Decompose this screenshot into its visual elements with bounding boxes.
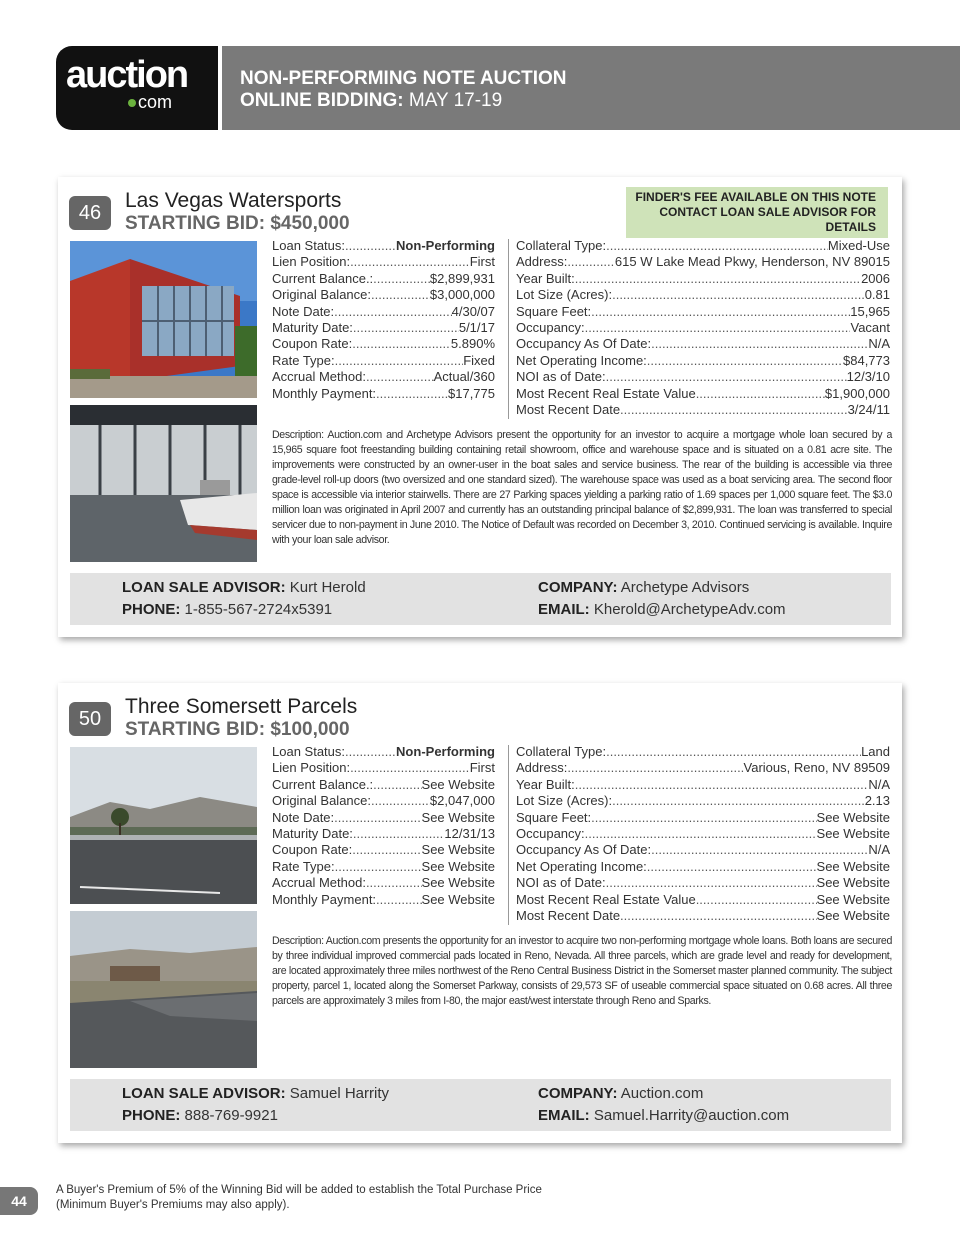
- field-label: Note Date:: [272, 809, 335, 825]
- starting-bid: [125, 213, 350, 235]
- property-description: Description: Auction.com presents the opportunity for an investor to acquire two non-performing mortgage whole loans. Both loans are secured by three individual improved commercial pads located in Reno, Nevada. All three parcels, which are grade level and ready for development, are located approximately three miles northwest of the Reno Central Business District in the Somerset master planned community. The subject property, parcel 1, located along the Somerset Parkway, consists of 29,573 SF of useable commercial space situated on 0.68 acres. All three parcels are approximately 3 miles from I-80, the major east/west interstate through Reno and Sparks.: [272, 935, 892, 1007]
- field-label: Original Balance:: [272, 793, 371, 809]
- dot-leader: [345, 744, 396, 760]
- field-label: Year Built:: [516, 776, 575, 792]
- field-label: Lien Position:: [272, 760, 351, 776]
- field-label: Most Recent Date: [516, 402, 621, 417]
- field-value: See Website: [421, 809, 495, 825]
- field-label: Net Operating Income:: [516, 858, 647, 874]
- loan-sale-advisor: [122, 1085, 389, 1102]
- dot-leader: [606, 369, 847, 385]
- property-field-row: [516, 892, 890, 908]
- field-label: Rate Type:: [272, 352, 335, 368]
- dot-leader: [334, 810, 421, 826]
- fields-divider: [508, 745, 509, 925]
- field-label: Accrual Method:: [272, 369, 366, 385]
- buyers-premium-note-secondary: (Minimum Buyer's Premiums may also apply).: [56, 1199, 290, 1211]
- property-field-row: [516, 810, 890, 826]
- logo: auction: [66, 54, 188, 96]
- property-field-row: [272, 793, 495, 809]
- field-value: See Website: [816, 826, 890, 841]
- listing-title: Three Somersett Parcels: [125, 695, 358, 718]
- field-value: 3/24/11: [847, 402, 890, 417]
- field-value: See Website: [421, 858, 495, 874]
- field-value: 5.890%: [450, 336, 495, 352]
- field-label: Coupon Rate:: [272, 842, 353, 858]
- dot-leader: [651, 842, 868, 858]
- property-field-row: [516, 271, 890, 287]
- property-field-row: [516, 908, 890, 924]
- fields-divider: [508, 239, 509, 419]
- dot-leader: [373, 271, 430, 287]
- dot-leader: [353, 320, 459, 336]
- phone-value: 1-855-567-2724x5391: [184, 601, 333, 618]
- dot-leader: [612, 793, 865, 809]
- lot-number-badge: 50: [69, 702, 111, 736]
- lot-number-badge: 46: [69, 196, 111, 230]
- advisor-label: LOAN SALE ADVISOR:: [122, 579, 286, 596]
- field-label: Maturity Date:: [272, 320, 353, 335]
- property-field-row: [516, 744, 890, 760]
- field-value: See Website: [816, 858, 890, 874]
- advisor-label: LOAN SALE ADVISOR:: [122, 1085, 286, 1102]
- dot-leader: [350, 254, 470, 270]
- dot-leader: [606, 875, 817, 891]
- advisor-name: Samuel Harrity: [289, 1085, 389, 1102]
- property-field-row: [516, 777, 890, 793]
- field-label: Address:: [516, 760, 568, 776]
- property-field-row: [272, 238, 495, 254]
- property-field-row: [272, 842, 495, 858]
- field-label: NOI as of Date:: [516, 369, 606, 385]
- field-label: Lot Size (Acres):: [516, 793, 613, 809]
- field-value: $2,899,931: [429, 270, 495, 286]
- dot-leader: [585, 320, 851, 336]
- advisor-phone: [122, 601, 332, 618]
- dot-leader: [647, 859, 817, 875]
- field-value: $84,773: [843, 352, 890, 368]
- field-value: First: [469, 254, 495, 270]
- dot-leader: [696, 892, 817, 908]
- property-field-row: [516, 402, 890, 418]
- property-field-row: [272, 892, 495, 908]
- field-value: 0.81: [864, 287, 890, 303]
- dot-leader: [350, 760, 470, 776]
- property-photo-interior: [70, 405, 257, 562]
- dot-leader: [366, 875, 422, 891]
- email-value[interactable]: Kherold@ArchetypeAdv.com: [593, 601, 786, 618]
- dot-leader: [345, 238, 396, 254]
- dot-leader: [591, 304, 850, 320]
- property-field-row: [272, 287, 495, 303]
- property-field-row: [516, 353, 890, 369]
- property-field-row: [516, 287, 890, 303]
- field-value: 5/1/17: [458, 320, 495, 335]
- field-value: See Website: [421, 891, 495, 907]
- dot-leader: [334, 304, 451, 320]
- advisor-company: [538, 579, 749, 596]
- field-label: Year Built:: [516, 270, 575, 286]
- finders-fee-line: FINDER'S FEE AVAILABLE ON THIS NOTE: [635, 190, 876, 204]
- property-field-row: [272, 336, 495, 352]
- property-field-row: [516, 826, 890, 842]
- phone-label: PHONE:: [122, 1107, 181, 1124]
- field-value: $1,900,000: [824, 385, 890, 401]
- loan-sale-advisor: [122, 579, 366, 596]
- property-description: Description: Auction.com and Archetype Advisors present the opportunity for an investor to acquire a mortgage whole loan secured by a 15,965 square foot freestanding building containing retail showroom, office and warehouse space and is situated on a 0.81 acre site. The improvements were constructed by an owner-user in the boat sales and service business. The rear of the building is accessible via three grade-level roll-up doors (two oversized and one standard sized). The warehouse space was used as a boat servicing area. The second floor space is accessible via interior stairwells. There are 27 Parking spaces yielding a parking ratio of 1.69 spaces per 1,000 square feet. The $3.0 million loan was originated in April 2007 and currently has an outstanding principal balance of $2,899,931. The loan was transferred to special servicer due to non-payment in June 2010. The Notice of Default was recorded on December 3, 2010. Continued servicing is available. Inquire with your loan sale advisor.: [272, 429, 892, 546]
- property-field-row: [272, 760, 495, 776]
- phone-value: 888-769-9921: [184, 1107, 278, 1124]
- logo-suffix: com: [138, 92, 173, 112]
- field-value: See Website: [816, 908, 890, 923]
- property-field-row: [272, 353, 495, 369]
- dot-leader: [373, 777, 421, 793]
- company-label: COMPANY:: [538, 579, 618, 596]
- field-label: Note Date:: [272, 303, 335, 319]
- field-value: See Website: [421, 776, 495, 792]
- dot-leader: [353, 826, 444, 842]
- property-field-row: [516, 304, 890, 320]
- advisor-phone: [122, 1107, 278, 1124]
- field-value: Non-Performing: [396, 744, 495, 759]
- starting-bid-value: $100,000: [270, 719, 350, 740]
- finders-fee-banner: [626, 187, 888, 238]
- dot-leader: [575, 271, 861, 287]
- dot-leader: [606, 744, 861, 760]
- field-label: Loan Status:: [272, 744, 345, 759]
- dot-leader: [696, 386, 825, 402]
- advisor-email: [538, 601, 786, 618]
- field-label: Collateral Type:: [516, 744, 607, 759]
- field-value: See Website: [816, 891, 890, 907]
- field-value: Actual/360: [433, 369, 495, 385]
- field-value: N/A: [868, 842, 890, 858]
- field-label: Lot Size (Acres):: [516, 287, 613, 303]
- field-value: 15,965: [850, 303, 890, 319]
- property-field-row: [272, 271, 495, 287]
- field-label: Monthly Payment:: [272, 891, 377, 907]
- dot-leader: [371, 793, 430, 809]
- field-label: Most Recent Real Estate Value: [516, 891, 696, 907]
- property-field-row: [516, 320, 890, 336]
- field-value: Various, Reno, NV 89509: [743, 760, 890, 776]
- field-value: Non-Performing: [396, 238, 495, 253]
- dot-leader: [567, 254, 615, 270]
- field-label: Net Operating Income:: [516, 352, 647, 368]
- field-value: 4/30/07: [451, 303, 495, 319]
- dot-leader: [352, 336, 451, 352]
- field-value: See Website: [816, 875, 890, 891]
- field-label: Occupancy As Of Date:: [516, 336, 652, 352]
- property-field-row: [272, 810, 495, 826]
- property-field-row: [272, 320, 495, 336]
- field-value: Land: [861, 744, 890, 759]
- dot-leader: [585, 826, 817, 842]
- field-value: N/A: [868, 336, 890, 352]
- field-value: $2,047,000: [429, 793, 495, 809]
- field-value: 12/3/10: [846, 369, 890, 385]
- property-field-row: [272, 826, 495, 842]
- dot-leader: [620, 402, 848, 418]
- property-photo-exterior: [70, 241, 257, 398]
- property-field-row: [516, 369, 890, 385]
- header-bidding-dates: [240, 90, 502, 112]
- starting-bid-value: $450,000: [270, 213, 350, 234]
- property-field-row: [272, 777, 495, 793]
- field-label: Current Balance.:: [272, 270, 374, 286]
- field-label: Occupancy As Of Date:: [516, 842, 652, 858]
- field-value: 2.13: [864, 793, 890, 809]
- dot-leader: [647, 353, 843, 369]
- header-bidding-value: MAY 17-19: [408, 90, 503, 111]
- field-value: Mixed-Use: [827, 238, 890, 253]
- phone-label: PHONE:: [122, 601, 181, 618]
- property-field-row: [272, 369, 495, 385]
- field-label: Accrual Method:: [272, 875, 366, 891]
- starting-bid-label: STARTING BID:: [125, 719, 266, 740]
- dot-leader: [620, 908, 816, 924]
- page-number: 44: [0, 1187, 38, 1215]
- dot-leader: [591, 810, 816, 826]
- property-photo-road: [70, 911, 257, 1068]
- property-field-row: [516, 859, 890, 875]
- property-photo-parcel: [70, 747, 257, 904]
- property-field-row: [516, 238, 890, 254]
- property-field-row: [516, 254, 890, 270]
- dot-leader: [366, 369, 434, 385]
- starting-bid-label: STARTING BID:: [125, 213, 266, 234]
- field-value: See Website: [816, 809, 890, 825]
- field-label: Address:: [516, 254, 568, 270]
- field-value: $3,000,000: [429, 287, 495, 303]
- field-label: Collateral Type:: [516, 238, 607, 253]
- field-label: Monthly Payment:: [272, 385, 377, 401]
- field-label: Current Balance.:: [272, 776, 374, 792]
- field-value: 12/31/13: [444, 826, 495, 841]
- field-label: Square Feet:: [516, 303, 592, 319]
- property-field-row: [516, 875, 890, 891]
- company-value: Auction.com: [620, 1085, 704, 1102]
- property-field-row: [516, 760, 890, 776]
- email-label: EMAIL:: [538, 601, 590, 618]
- dot-leader: [575, 777, 869, 793]
- field-value: See Website: [421, 842, 495, 858]
- field-value: Vacant: [850, 320, 890, 335]
- field-value: 615 W Lake Mead Pkwy, Henderson, NV 89015: [614, 254, 890, 270]
- field-value: $17,775: [448, 385, 495, 401]
- field-value: N/A: [868, 776, 890, 792]
- field-value: Fixed: [463, 352, 495, 368]
- dot-leader: [606, 238, 828, 254]
- property-field-row: [272, 254, 495, 270]
- field-label: Most Recent Date: [516, 908, 621, 923]
- advisor-name: Kurt Herold: [289, 579, 366, 596]
- field-label: Loan Status:: [272, 238, 345, 253]
- dot-leader: [612, 287, 865, 303]
- buyers-premium-note: A Buyer's Premium of 5% of the Winning Bid will be added to establish the Total Purchase Price: [56, 1184, 542, 1196]
- dot-leader: [335, 859, 422, 875]
- header-bidding-label: ONLINE BIDDING:: [240, 90, 404, 111]
- dot-leader: [371, 287, 430, 303]
- property-field-row: [516, 793, 890, 809]
- dot-leader: [376, 386, 448, 402]
- field-label: Occupancy:: [516, 826, 585, 841]
- property-field-row: [516, 336, 890, 352]
- email-label: EMAIL:: [538, 1107, 590, 1124]
- field-label: Lien Position:: [272, 254, 351, 270]
- field-label: Square Feet:: [516, 809, 592, 825]
- dot-leader: [352, 842, 421, 858]
- dot-leader: [567, 760, 743, 776]
- field-value: First: [469, 760, 495, 776]
- dot-leader: [651, 336, 868, 352]
- property-field-row: [516, 386, 890, 402]
- company-label: COMPANY:: [538, 1085, 618, 1102]
- advisor-company: [538, 1085, 703, 1102]
- field-value: See Website: [421, 875, 495, 891]
- starting-bid: [125, 719, 350, 741]
- field-label: Coupon Rate:: [272, 336, 353, 352]
- field-label: Rate Type:: [272, 858, 335, 874]
- field-label: NOI as of Date:: [516, 875, 606, 891]
- property-field-row: [272, 304, 495, 320]
- field-label: Most Recent Real Estate Value: [516, 385, 696, 401]
- property-field-row: [272, 859, 495, 875]
- logo-dot-icon: [128, 99, 136, 107]
- finders-fee-contact-line: CONTACT LOAN SALE ADVISOR FOR DETAILS: [659, 205, 876, 234]
- property-field-row: [516, 842, 890, 858]
- property-field-row: [272, 875, 495, 891]
- dot-leader: [335, 353, 464, 369]
- field-label: Maturity Date:: [272, 826, 353, 841]
- header-title: NON-PERFORMING NOTE AUCTION: [240, 68, 567, 89]
- email-value[interactable]: Samuel.Harrity@auction.com: [593, 1107, 790, 1124]
- property-field-row: [272, 386, 495, 402]
- listing-title: Las Vegas Watersports: [125, 189, 342, 212]
- property-field-row: [272, 744, 495, 760]
- advisor-email: [538, 1107, 789, 1124]
- company-value: Archetype Advisors: [620, 579, 750, 596]
- dot-leader: [376, 892, 421, 908]
- field-label: Occupancy:: [516, 320, 585, 335]
- field-value: 2006: [861, 270, 890, 286]
- field-label: Original Balance:: [272, 287, 371, 303]
